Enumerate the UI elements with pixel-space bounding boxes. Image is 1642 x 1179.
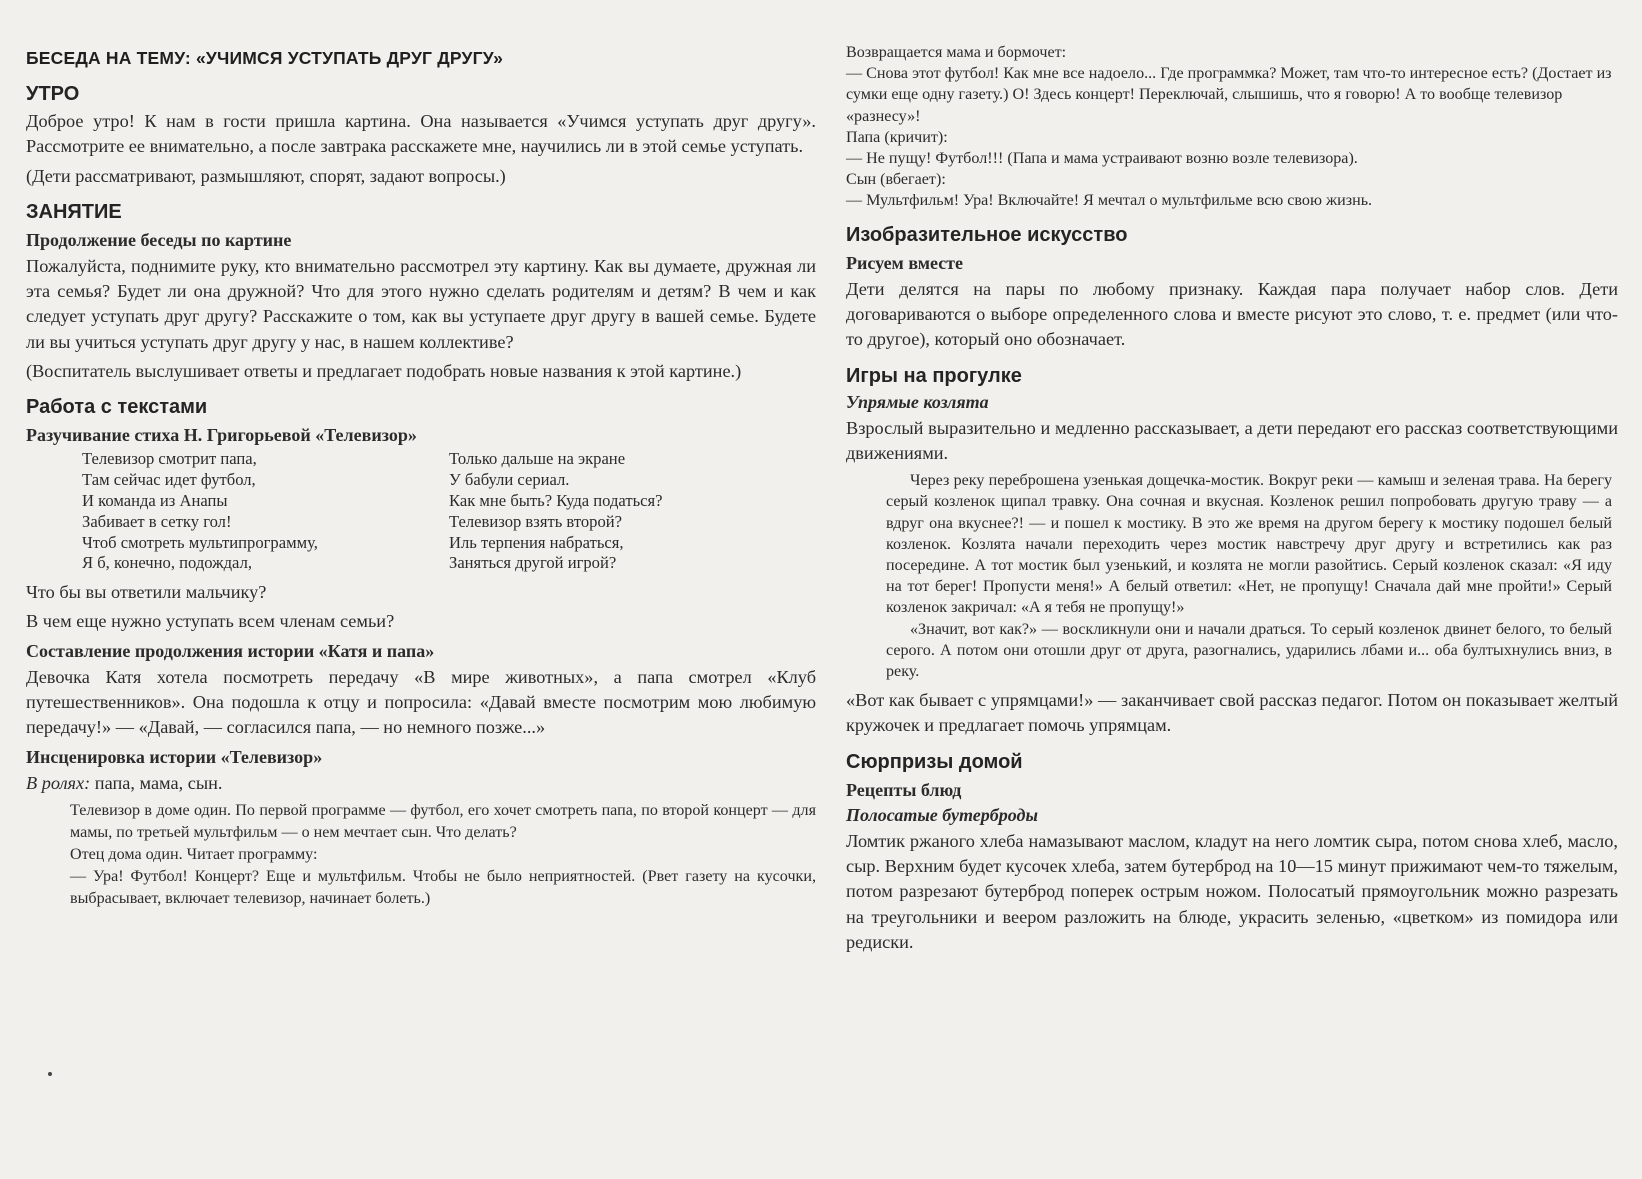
play-line: — Снова этот футбол! Как мне все надоело... Где программка? Может, там что-то интересное есть? (Достает из сумки еще одну газету.) О! Здесь концерт! Переключай, слышишь, что я говорю! А то вообще телевизор «разнесу»! bbox=[846, 65, 1612, 125]
lesson-subheading: Продолжение беседы по картине bbox=[26, 229, 292, 250]
play-continuation bbox=[846, 42, 1618, 212]
bullet-mark bbox=[48, 1072, 52, 1076]
poem-heading: Разучивание стиха Н. Григорьевой «Телевизор» bbox=[26, 425, 417, 446]
play-line: Папа (кричит): bbox=[846, 128, 948, 146]
poem-line: Забивает в сетку гол! bbox=[82, 511, 232, 531]
poem-column-2 bbox=[449, 449, 816, 574]
lesson-note: (Воспитатель выслушивает ответы и предлагает подобрать новые названия к этой картине.) bbox=[26, 361, 742, 382]
story-text: Девочка Катя хотела посмотреть передачу «В мире животных», а папа смотрел «Клуб путешественников». Она подошла к отцу и попросила: «Давай вместе посмотрим мою любимую передачу!» — «Давай, — согласился папа, — но немного позже...» bbox=[26, 666, 816, 738]
roles-line bbox=[26, 771, 816, 796]
poem-line: Заняться другой игрой? bbox=[449, 553, 617, 573]
play-line: — Не пущу! Футбол!!! (Папа и мама устраивают возню возле телевизора). bbox=[846, 150, 1358, 168]
play-line: Возвращается мама и бормочет: bbox=[846, 44, 1067, 61]
section-heading-games: Игры на прогулке bbox=[846, 364, 1022, 387]
poem-line: Чтоб смотреть мультипрограмму, bbox=[82, 532, 318, 552]
section-heading-surprises: Сюрпризы домой bbox=[846, 750, 1023, 773]
right-column bbox=[846, 42, 1618, 959]
play-line: Сын (вбегает): bbox=[846, 171, 946, 189]
recipe-title: Полосатые бутерброды bbox=[846, 804, 1038, 825]
play-line: Телевизор в доме один. По первой программе — футбол, его хочет смотреть папа, по второй концерт — для мамы, по третьей мультфильм — о нем мечтает сын. Что делать? bbox=[70, 801, 816, 841]
poem-line: Там сейчас идет футбол, bbox=[82, 470, 256, 490]
play-text bbox=[70, 800, 816, 910]
games-subheading: Упрямые козлята bbox=[846, 391, 989, 412]
recipe-text: Ломтик ржаного хлеба намазывают маслом, кладут на него ломтик сыра, потом снова хлеб, масло, сыр. Верхним будет кусочек хлеба, затем бутерброд на 10—15 минут прижимают чем-то тяжелым, потом разрезают бутерброд поперек острым ножом. Полосатый прямоугольник можно разрезать на треугольники и веером разложить на блюде, украсить зеленью, «цветком» из помидора или редиски. bbox=[846, 830, 1618, 952]
poem-line: И команда из Анапы bbox=[82, 490, 228, 510]
section-heading-lesson: ЗАНЯТИЕ bbox=[26, 200, 122, 223]
poem-line: Только дальше на экране bbox=[449, 449, 626, 469]
games-text: Взрослый выразительно и медленно рассказывает, а дети передают его рассказ соответствующими движениями. bbox=[846, 417, 1618, 463]
play-line: — Ура! Футбол! Концерт? Еще и мультфильм. Чтобы не было неприятностей. (Рвет газету на кусочки, выбрасывает, включает телевизор, начинает болеть.) bbox=[70, 867, 816, 907]
poem-column-1 bbox=[82, 449, 449, 574]
morning-note: (Дети рассматривают, размышляют, спорят, задают вопросы.) bbox=[26, 165, 506, 186]
poem-line: Телевизор взять второй? bbox=[449, 511, 623, 531]
poem-line: Я б, конечно, подождал, bbox=[82, 553, 252, 573]
art-text: Дети делятся на пары по любому признаку. Каждая пара получает набор слов. Дети договариваются о выборе определенного слова и вместе рисуют это слово, т. е. предмет (или что-то другое), который оно обозначает. bbox=[846, 278, 1618, 350]
morning-text: Доброе утро! К нам в гости пришла картина. Она называется «Учимся уступать друг другу». Рассмотрите ее внимательно, а после завтрака расскажете мне, научились ли в этой семье уступать. bbox=[26, 111, 816, 157]
question-2: В чем еще нужно уступать всем членам семьи? bbox=[26, 611, 395, 632]
roles-text: папа, мама, сын. bbox=[90, 772, 223, 793]
play-line: Отец дома один. Читает программу: bbox=[70, 845, 318, 863]
story-heading: Составление продолжения истории «Катя и папа» bbox=[26, 640, 435, 661]
poem bbox=[82, 449, 816, 574]
play-line: — Мультфильм! Ура! Включайте! Я мечтал о мультфильме всю свою жизнь. bbox=[846, 192, 1373, 210]
surprises-subheading: Рецепты блюд bbox=[846, 779, 962, 800]
poem-line: У бабули сериал. bbox=[449, 470, 570, 490]
poem-line: Иль терпения набраться, bbox=[449, 532, 624, 552]
goats-story-paragraph-2: «Значит, вот как?» — воскликнули они и начали драться. То серый козленок двинет белого, то белый серого. А потом они отошли друг от друга, разогнались, ударились лбами и... оба бултыхнулись вниз, в реку. bbox=[886, 620, 1612, 680]
goats-story bbox=[886, 470, 1612, 682]
roles-label: В ролях: bbox=[26, 772, 91, 793]
section-heading-morning: УТРО bbox=[26, 83, 80, 105]
games-ending: «Вот как бывает с упрямцами!» — заканчивает свой рассказ педагог. Потом он показывает желтый кружочек и предлагает помочь упрямцам. bbox=[846, 690, 1618, 736]
art-subheading: Рисуем вместе bbox=[846, 252, 964, 273]
poem-line: Как мне быть? Куда податься? bbox=[449, 490, 663, 510]
section-heading-texts: Работа с текстами bbox=[26, 396, 208, 419]
question-1: Что бы вы ответили мальчику? bbox=[26, 582, 267, 603]
section-heading-art: Изобразительное искусство bbox=[846, 223, 1128, 246]
poem-line: Телевизор смотрит папа, bbox=[82, 449, 257, 469]
goats-story-paragraph-1: Через реку переброшена узенькая дощечка-мостик. Вокруг реки — камыш и зеленая трава. На берегу серый козленок щипал травку. Она сочная и вкусная. Козленок решил попробовать другую траву — а вдруг она вкуснее?! — и пошел к мостику. В это же время на другом берегу к мостику подошел белый козленок. Козлята начали переходить через мостик навстречу друг другу и встретились как раз посередине. А тот мостик был узенький, и козлята не могли разойтись. Серый козленок сказал: «Я иду на тот берег! Пропусти меня!» А белый ответил: «Нет, не пропущу! Сначала дай мне пройти!» Серый козленок закричал: «А я тебя не пропущу!» bbox=[886, 472, 1612, 617]
page-title: БЕСЕДА НА ТЕМУ: «УЧИМСЯ УСТУПАТЬ ДРУГ ДРУГУ» bbox=[26, 48, 504, 68]
play-heading: Инсценировка истории «Телевизор» bbox=[26, 746, 323, 767]
left-column bbox=[26, 48, 816, 910]
lesson-text: Пожалуйста, поднимите руку, кто внимательно рассмотрел эту картину. Как вы думаете, дружная ли эта семья? Будет ли она дружной? Что для этого нужно сделать родителям и детям? В чем и как следует уступать друг другу? Расскажите о том, как вы уступаете друг другу в вашей семье. Будете ли вы учиться уступать друг другу у нас, в нашем коллективе? bbox=[26, 255, 816, 352]
